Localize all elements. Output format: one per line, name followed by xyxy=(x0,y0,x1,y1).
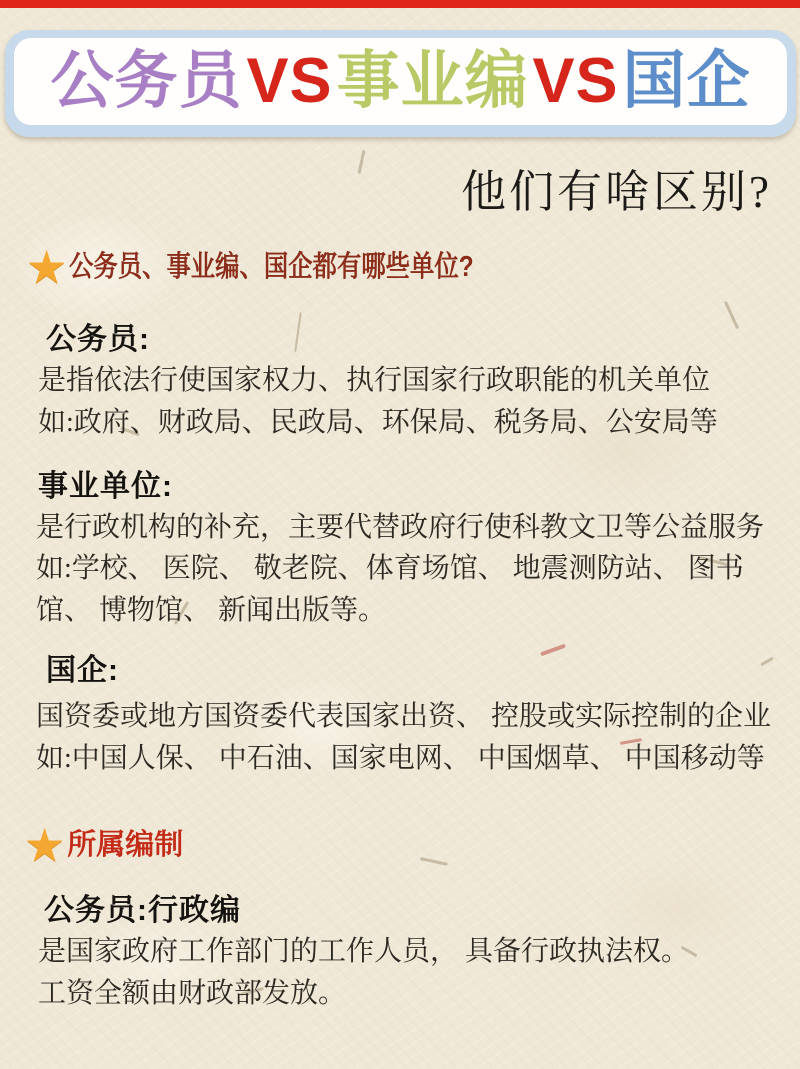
section-title-establishment: 所属编制 xyxy=(67,828,184,861)
star-icon: ★ xyxy=(24,819,66,871)
paper-fiber xyxy=(540,644,566,657)
paper-fiber xyxy=(760,657,774,667)
block-heading-soe: 国企: xyxy=(46,654,119,687)
body-text-line: 国资委或地方国资委代表国家出资、 控股或实际控制的企业 xyxy=(36,701,772,732)
block-heading-civil-servant: 公务员: xyxy=(46,323,150,356)
body-text-line: 馆、 博物馆、 新闻出版等。 xyxy=(36,595,387,626)
paper-fiber xyxy=(358,150,366,174)
block-heading-public-institution: 事业单位: xyxy=(38,470,173,503)
body-text-line: 是指依法行使国家权力、执行国家行政职能的机关单位 xyxy=(38,365,711,396)
title-segment-vs-1: VS xyxy=(246,46,333,116)
title-segment-public-institution: 事业编 xyxy=(336,46,529,116)
top-red-border xyxy=(0,0,800,8)
paper-fiber xyxy=(724,301,739,329)
title-banner-card xyxy=(14,38,787,125)
title-segment-civil-servant: 公务员 xyxy=(50,46,243,116)
section-heading-units xyxy=(26,241,551,293)
section-heading-establishment xyxy=(24,819,184,871)
body-text-line: 如:政府、财政局、民政局、环保局、税务局、公安局等 xyxy=(38,407,718,438)
section-title-units: 公务员、事业编、国企都有哪些单位? xyxy=(69,250,474,283)
body-text-line: 是行政机构的补充，主要代替政府行使科教文卫等公益服务 xyxy=(36,512,765,543)
title-segment-vs-2: VS xyxy=(532,46,619,116)
paper-fiber xyxy=(294,312,302,352)
page-title xyxy=(50,46,751,116)
body-text-line: 是国家政府工作部门的工作人员， 具备行政执法权。 xyxy=(38,936,690,967)
title-banner xyxy=(5,30,796,137)
title-segment-state-owned-enterprise: 国企 xyxy=(622,46,751,116)
paper-fiber xyxy=(420,857,448,866)
body-text-line: 如:中国人保、 中石油、国家电网、 中国烟草、 中国移动等 xyxy=(36,743,765,774)
subtitle-question: 他们有啥区别? xyxy=(461,167,772,217)
body-text-line: 如:学校、 医院、 敬老院、体育场馆、 地震测防站、 图书 xyxy=(36,553,744,584)
block-heading-civil-servant-admin: 公务员:行政编 xyxy=(44,894,241,927)
star-icon: ★ xyxy=(26,241,68,293)
body-text-line: 工资全额由财政部发放。 xyxy=(38,978,347,1009)
